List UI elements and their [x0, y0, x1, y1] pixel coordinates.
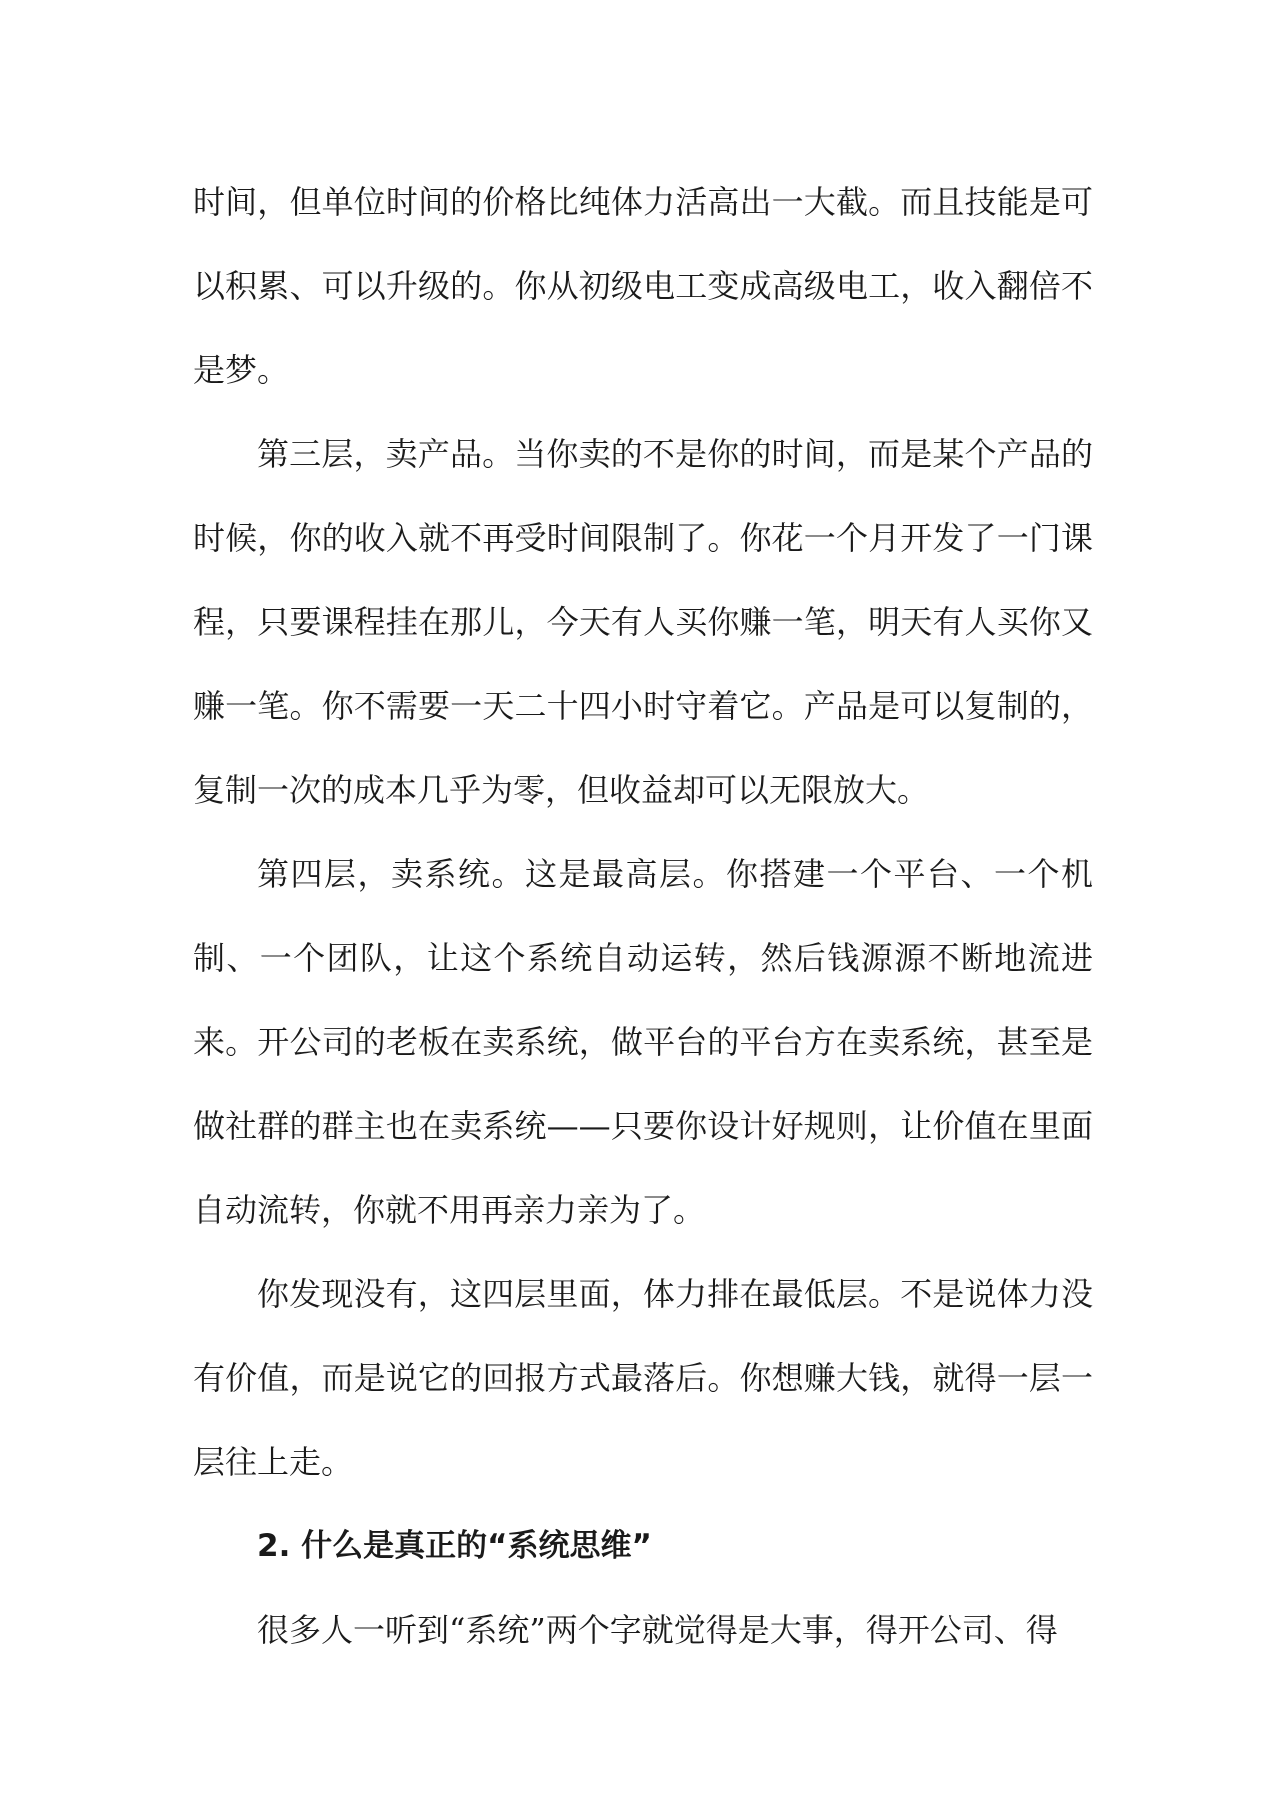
- paragraph-continuation: 时间，但单位时间的价格比纯体力活高出一大截。而且技能是可以积累、可以升级的。你从初级电工变成高级电工，收入翻倍不是梦。: [193, 183, 1093, 389]
- paragraph-layer-four: 第四层，卖系统。这是最高层。你搭建一个平台、一个机制、一个团队，让这个系统自动运转，然后钱源源不断地流进来。开公司的老板在卖系统，做平台的平台方在卖系统，甚至是做社群的群主也在卖系统——只要你设计好规则，让价值在里面自动流转，你就不用再亲力亲为了。: [193, 855, 1093, 1229]
- paragraph-layer-three: 第三层，卖产品。当你卖的不是你的时间，而是某个产品的时候，你的收入就不再受时间限制了。你花一个月开发了一门课程，只要课程挂在那儿，今天有人买你赚一笔，明天有人买你又赚一笔。你不需要一天二十四小时守着它。产品是可以复制的，复制一次的成本几乎为零，但收益却可以无限放大。: [193, 435, 1093, 809]
- paragraph-system-thinking: 很多人一听到“系统”两个字就觉得是大事，得开公司、得: [257, 1611, 1058, 1649]
- document-body: [193, 160, 1093, 1672]
- paragraph-summary: 你发现没有，这四层里面，体力排在最低层。不是说体力没有价值，而是说它的回报方式最落后。你想赚大钱，就得一层一层往上走。: [193, 1275, 1093, 1481]
- section-heading: 2. 什么是真正的“系统思维”: [257, 1528, 652, 1564]
